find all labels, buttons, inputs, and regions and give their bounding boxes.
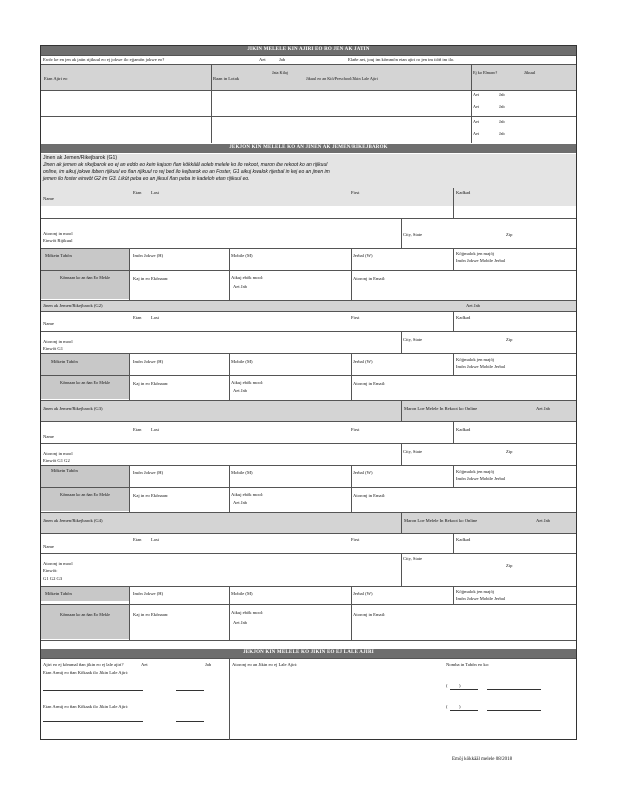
childcare-yes[interactable]: Aet bbox=[141, 662, 148, 667]
g2-heading: Jinen ak Jemen/Rikejbarok (G2) bbox=[43, 303, 103, 308]
guardian-section-header: JEKJON KIN MELELE KO AN JINEN AK JEMEN/RIKEJBAROK bbox=[41, 144, 576, 153]
g4-mobile-phone[interactable]: Mobile (M) bbox=[231, 591, 253, 596]
g2-same-as[interactable]: Einwōt G1 bbox=[43, 346, 64, 351]
g3-home-phone[interactable]: Imōn Jokwe (H) bbox=[133, 470, 164, 475]
g3-employer-detail[interactable]: Kaj in eo Ekōnaan: bbox=[133, 493, 169, 498]
col-same-school: Ej ko Elmaro? bbox=[473, 70, 498, 75]
sibling-section-header: JIKIN MELELE KIN AJIRI EO RO JEN AK JATIN bbox=[41, 46, 576, 55]
g4-phone-label: Mōkein Tabōn bbox=[45, 591, 72, 596]
g4-ask-options[interactable]: Aet Jab bbox=[233, 620, 247, 625]
g2-heading-block bbox=[41, 301, 576, 311]
g3-employer-label: Kōnnaan ko an ñan Eo Mekle bbox=[60, 492, 110, 497]
sibling-yes-option[interactable]: Aet bbox=[259, 57, 266, 62]
g4-same-options[interactable]: G1 G2 G3 bbox=[43, 576, 63, 581]
sibling-row2-no[interactable]: Jab bbox=[499, 104, 505, 109]
g2-kadkad-label: Kadkad bbox=[456, 315, 471, 320]
g3-same-as[interactable]: Einwōt G1 G2 bbox=[43, 458, 70, 463]
g3-kadkad-label: Kadkad bbox=[456, 427, 471, 432]
g3-heading-block bbox=[41, 401, 576, 421]
g4-first2-label: First bbox=[351, 537, 360, 542]
g1-desc-2: online, im aikuj jokwe ibben rijikuul eo ñan rijikuul ro rej bed ilo kejbarok eo an Foster, G1 aikuj kwalok rijerbal in kej eo an jinen im bbox=[43, 169, 330, 175]
g4-name-label: Name bbox=[43, 544, 54, 549]
g1-same-as[interactable]: Einwōt Rijikuul bbox=[43, 238, 73, 243]
col-birth-date: Raan in Lotak bbox=[213, 76, 240, 81]
g1-contact-pref: Kōjjmalok jen majōj bbox=[456, 251, 495, 256]
g2-work-phone[interactable]: Jerbal (W) bbox=[353, 359, 373, 364]
g3-phone-label: Mōkein Tabōn bbox=[51, 468, 78, 473]
g2-first-label: Etan bbox=[133, 315, 142, 320]
g3-address-label: Atoronj in mool bbox=[43, 451, 73, 456]
g3-online-label: Maron Loe Melele In Rekoot ko Online bbox=[404, 406, 478, 411]
childcare-phone-label: Nomba in Tabōn eo ko: bbox=[446, 662, 490, 667]
g3-email-label[interactable]: Atoronj in Email: bbox=[353, 493, 386, 498]
g4-last-label: Last bbox=[151, 537, 159, 542]
sibling-row4-no[interactable]: Jab bbox=[499, 131, 505, 136]
g1-email-label[interactable]: Atoronj in Email: bbox=[353, 276, 386, 281]
g4-kadkad-label: Kadkad bbox=[456, 537, 471, 542]
g1-ask-label: Aikuj ebōk mool: bbox=[231, 275, 264, 280]
g3-city-label: City, State bbox=[403, 449, 423, 454]
g4-first-label: Etan bbox=[133, 537, 142, 542]
g4-email-label[interactable]: Atoronj in Email: bbox=[353, 612, 386, 617]
g1-phone-label: Mōkein Tabōn bbox=[45, 253, 72, 258]
g3-heading: Jinen ak Jemen/Rikejbarok (G3) bbox=[43, 406, 103, 411]
sibling-row1-no[interactable]: Jab bbox=[499, 92, 505, 97]
col-grade: Jata Kilaj bbox=[272, 70, 288, 75]
g4-ask-label: Aikuj ebōk mool: bbox=[231, 610, 264, 615]
g3-first2-label: First bbox=[351, 427, 360, 432]
g3-contact-pref: Kōjjmalok jen majōj bbox=[456, 469, 495, 474]
childcare-provider-name: Etan Armij eo ñan Kōkaak ilo Jikin Lale Ajiri: bbox=[43, 670, 129, 675]
sibling-no-option[interactable]: Jab bbox=[279, 57, 286, 62]
enrollment-form bbox=[40, 45, 577, 740]
g2-ask-label: Aikuj ebōk mool: bbox=[231, 380, 264, 385]
g2-email-label[interactable]: Atoronj in Email: bbox=[353, 381, 386, 386]
g2-employer-label: Kōnnaan ko an ñan Eo Mekle bbox=[60, 380, 110, 385]
g2-name-label: Name bbox=[43, 321, 54, 326]
g1-name-label: Name bbox=[43, 196, 54, 201]
sibling-row3-no[interactable]: Jab bbox=[499, 119, 505, 124]
g1-work-phone[interactable]: Jerbal (W) bbox=[353, 253, 373, 258]
g3-zip-label: Zip bbox=[506, 449, 513, 454]
g1-desc-1: Jinen ak jemen ak rikejbarok eo ej an eddo eo kein kajuon ñan kōkkāāl aoleb melele ko ilo rekoot, maron ibe rekoot ko an rijikuul bbox=[43, 162, 328, 168]
g1-kadkad-label: Kadkad bbox=[456, 190, 471, 195]
g2-ask-options[interactable]: Aet Jab bbox=[233, 388, 247, 393]
childcare-phone-1[interactable]: ( ) bbox=[446, 683, 461, 688]
g1-first2-label: First bbox=[351, 190, 360, 195]
g2-phone-label: Mōkein Tabōn bbox=[51, 359, 78, 364]
g4-work-phone[interactable]: Jerbal (W) bbox=[353, 591, 373, 596]
childcare-question: Ajiri eo ej kōmmal ñan jikin eo ej lale ajiri? bbox=[43, 662, 124, 667]
g4-heading-block bbox=[41, 513, 576, 533]
col-school: Jikuul eo an Kiō/Preschool/Jikin Lale Ajiri bbox=[306, 76, 378, 81]
g1-ask-options[interactable]: Aet Jab bbox=[233, 284, 247, 289]
g4-city-label: City, State bbox=[403, 556, 423, 561]
childcare-section-header: JEKJON KIN MELELE KO JIKIN EO EJ LALE AJIRI bbox=[41, 649, 576, 658]
g1-desc-3: jemen ilo foster einwōt G2 im G3. Likūt peba eo an jikuul ñan peba in kadeloh etan rijikuul eo. bbox=[43, 176, 250, 182]
revision-date: Emōj kōkkāāl melele 08/2018 bbox=[452, 757, 513, 762]
childcare-no[interactable]: Jab bbox=[205, 662, 212, 667]
g2-last-label: Last bbox=[151, 315, 159, 320]
g2-address-label: Atoronj in mool bbox=[43, 339, 73, 344]
g4-contact-options[interactable]: Imōn Jokwe Mobile Jerbal bbox=[456, 596, 506, 601]
g1-zip-label: Zip bbox=[506, 232, 513, 237]
sibling-row1-yes[interactable]: Aet bbox=[473, 92, 480, 97]
g3-first-label: Etan bbox=[133, 427, 142, 432]
g2-first2-label: First bbox=[351, 315, 360, 320]
g3-ask-options[interactable]: Aet Jab bbox=[233, 500, 247, 505]
sibling-row4-yes[interactable]: Aet bbox=[473, 131, 480, 136]
g4-home-phone[interactable]: Imōn Jokwe (H) bbox=[133, 591, 164, 596]
sibling-row3-yes[interactable]: Aet bbox=[473, 119, 480, 124]
g4-same-as: Einwōt: bbox=[43, 568, 58, 573]
g4-zip-label: Zip bbox=[506, 563, 513, 568]
childcare-phone-2[interactable]: ( ) bbox=[446, 704, 461, 709]
g3-name-label: Name bbox=[43, 434, 54, 439]
g1-address-label: Atoronj in mool bbox=[43, 231, 73, 236]
g2-employer-detail[interactable]: Kaj in eo Ekōnaan: bbox=[133, 381, 169, 386]
childcare-address[interactable]: Atoronj eo an Jikin eo ej Lale Ajiri: bbox=[232, 662, 298, 667]
g2-city-label: City, State bbox=[403, 337, 423, 342]
g3-mobile-phone[interactable]: Mobile (M) bbox=[231, 470, 253, 475]
g1-contact-options[interactable]: Imōn Jokwe Mobile Jerbal bbox=[456, 258, 506, 263]
g4-employer-label: Kōnnaan ko an ñan Eo Mekle bbox=[60, 612, 110, 617]
g1-employer-detail[interactable]: Kaj in eo Ekōnaan: bbox=[133, 276, 169, 281]
g2-online-options[interactable]: Aet Jab bbox=[466, 303, 480, 308]
g1-home-phone[interactable]: Imōn Jokwe (H) bbox=[133, 253, 164, 258]
g4-employer-detail[interactable]: Kaj in eo Ekōnaan: bbox=[133, 612, 169, 617]
g3-online-options[interactable]: Aet Jab bbox=[536, 406, 550, 411]
g3-ask-label: Aikuj ebōk mool: bbox=[231, 492, 264, 497]
g2-contact-options[interactable]: Imōn Jokwe Mobile Jerbal bbox=[456, 364, 506, 369]
g4-contact-pref: Kōjjmalok jen majōj bbox=[456, 589, 495, 594]
g4-online-options[interactable]: Aet Jab bbox=[536, 518, 550, 523]
g1-city-label: City, State bbox=[403, 232, 423, 237]
g1-last-label: Last bbox=[151, 190, 159, 195]
g1-heading: Jinen ak Jemen/Rikejbarok (G1) bbox=[43, 155, 118, 161]
col-sibling-name: Etan Ajiri eo bbox=[44, 76, 68, 81]
g1-first-label: Etan bbox=[133, 190, 142, 195]
g4-address-label: Atoronj in mool bbox=[43, 561, 73, 566]
g3-contact-options[interactable]: Imōn Jokwe Mobile Jerbal bbox=[456, 476, 506, 481]
g2-contact-pref: Kōjjmalok jen majōj bbox=[456, 357, 495, 362]
g4-heading: Jinen ak Jemen/Rikejbarok (G4) bbox=[43, 518, 103, 523]
sibling-row2-yes[interactable]: Aet bbox=[473, 104, 480, 109]
g2-mobile-phone[interactable]: Mobile (M) bbox=[231, 359, 253, 364]
g2-zip-label: Zip bbox=[506, 337, 513, 342]
g1-mobile-phone[interactable]: Mobile (M) bbox=[231, 253, 253, 258]
g1-employer-label: Kōnnaan ko an ñan Eo Mekle bbox=[60, 275, 110, 280]
col-school2: Jikuul bbox=[524, 70, 536, 75]
g2-home-phone[interactable]: Imōn Jokwe (H) bbox=[133, 359, 164, 364]
sibling-instruction: Elañe aet, jouj im kōmmōn etan ajiri ro jen im iiōñ im ilo. bbox=[348, 57, 455, 62]
g3-last-label: Last bbox=[151, 427, 159, 432]
childcare-provider-2: Etan Armij eo ñan Kōkaak ilo Jikin Lale Ajiri: bbox=[43, 704, 129, 709]
g3-work-phone[interactable]: Jerbal (W) bbox=[353, 470, 373, 475]
g4-online-label: Maron Loe Melele In Rekoot ko Online bbox=[404, 518, 478, 523]
sibling-question: Ewōr ke en jen ak jatin rijikuul eo ej jokwe ilo ejjamōn jokwe eo? bbox=[43, 57, 165, 62]
